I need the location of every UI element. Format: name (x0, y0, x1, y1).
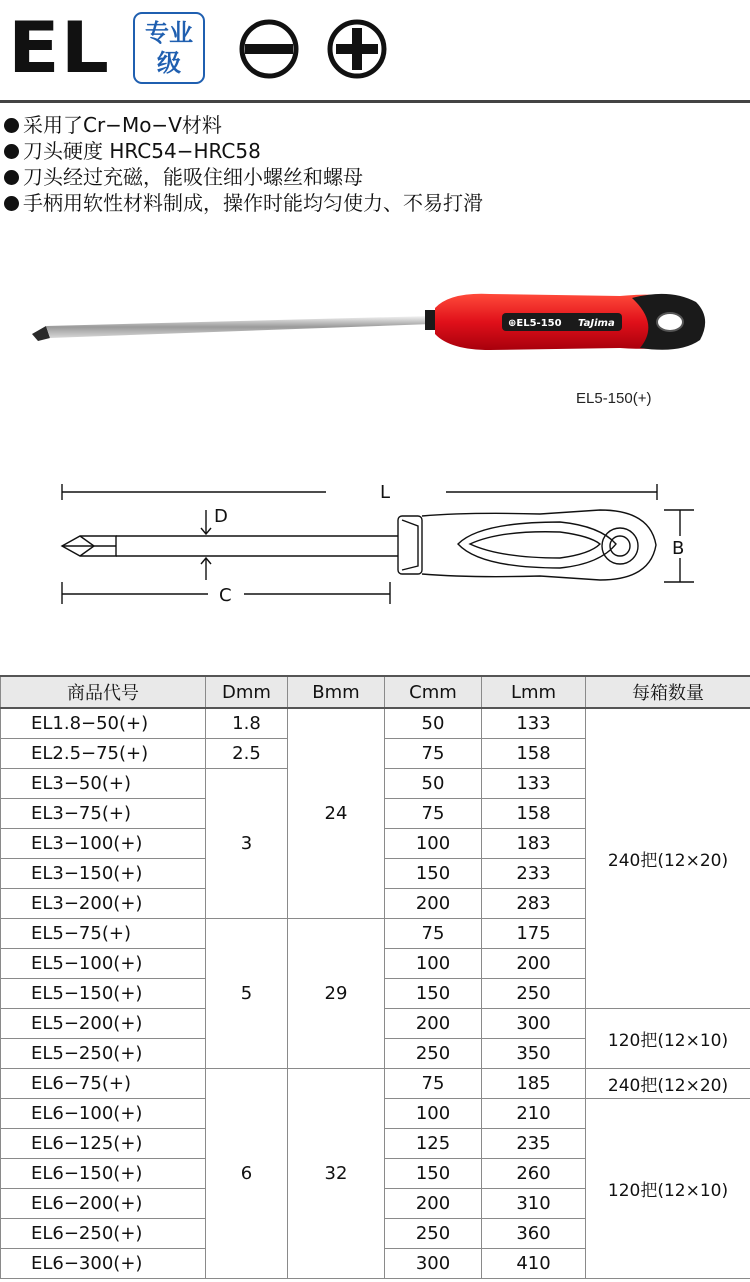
brand-print-text: TaJima (578, 318, 615, 329)
quantity-cell: 240把(12×20) (586, 1069, 750, 1099)
bullet-icon (4, 144, 19, 159)
model-cell: EL1.8−50(+) (1, 708, 206, 739)
model-cell: EL6−200(+) (1, 1189, 206, 1219)
model-cell: EL5−100(+) (1, 949, 206, 979)
d-cell: 2.5 (206, 739, 288, 769)
l-cell: 185 (482, 1069, 586, 1099)
bullet-icon (4, 196, 19, 211)
column-header-c: Cmm (385, 676, 482, 708)
series-title: EL (8, 7, 110, 89)
model-cell: EL6−100(+) (1, 1099, 206, 1129)
product-photo (20, 278, 720, 378)
b-cell: 24 (288, 708, 385, 919)
dimension-label-B: B (672, 538, 685, 559)
column-header-b: Bmm (288, 676, 385, 708)
l-cell: 250 (482, 979, 586, 1009)
table-header-row (1, 676, 750, 708)
c-cell: 125 (385, 1129, 482, 1159)
d-cell: 3 (206, 769, 288, 919)
quantity-cell: 120把(12×10) (586, 1009, 750, 1069)
l-cell: 200 (482, 949, 586, 979)
l-cell: 158 (482, 799, 586, 829)
feature-list (4, 112, 483, 216)
hang-hole (657, 313, 683, 331)
l-cell: 283 (482, 889, 586, 919)
c-cell: 150 (385, 1159, 482, 1189)
c-cell: 50 (385, 769, 482, 799)
table-row (1, 708, 750, 739)
column-header-l: Lmm (482, 676, 586, 708)
column-header-d: Dmm (206, 676, 288, 708)
l-cell: 133 (482, 708, 586, 739)
c-cell: 200 (385, 1189, 482, 1219)
d-cell: 5 (206, 919, 288, 1069)
slotted-tip-icon (238, 18, 300, 80)
model-cell: EL5−250(+) (1, 1039, 206, 1069)
l-cell: 350 (482, 1039, 586, 1069)
c-cell: 100 (385, 949, 482, 979)
column-header-model: 商品代号 (1, 676, 206, 708)
c-cell: 50 (385, 708, 482, 739)
l-cell: 360 (482, 1219, 586, 1249)
model-cell: EL3−100(+) (1, 829, 206, 859)
c-cell: 100 (385, 1099, 482, 1129)
c-cell: 75 (385, 1069, 482, 1099)
l-cell: 158 (482, 739, 586, 769)
quantity-cell: 240把(12×20) (586, 708, 750, 1009)
l-cell: 175 (482, 919, 586, 949)
feature-item (4, 164, 483, 190)
model-cell: EL6−300(+) (1, 1249, 206, 1279)
l-cell: 310 (482, 1189, 586, 1219)
c-cell: 200 (385, 1009, 482, 1039)
feature-text: 刀头硬度 HRC54−HRC58 (23, 139, 261, 163)
feature-item (4, 138, 483, 164)
l-cell: 410 (482, 1249, 586, 1279)
model-cell: EL3−150(+) (1, 859, 206, 889)
l-cell: 133 (482, 769, 586, 799)
badge-line-2: 级 (157, 49, 181, 77)
feature-text: 手柄用软性材料制成，操作时能均匀使力、不易打滑 (23, 191, 483, 215)
l-cell: 300 (482, 1009, 586, 1039)
l-cell: 210 (482, 1099, 586, 1129)
model-cell: EL3−200(+) (1, 889, 206, 919)
model-cell: EL6−75(+) (1, 1069, 206, 1099)
c-cell: 300 (385, 1249, 482, 1279)
l-cell: 235 (482, 1129, 586, 1159)
c-cell: 250 (385, 1219, 482, 1249)
photo-caption: EL5-150(+) (576, 390, 652, 407)
model-cell: EL5−150(+) (1, 979, 206, 1009)
bullet-icon (4, 170, 19, 185)
l-cell: 233 (482, 859, 586, 889)
header (0, 0, 750, 100)
bullet-icon (4, 118, 19, 133)
dimension-label-D: D (214, 506, 228, 527)
l-cell: 183 (482, 829, 586, 859)
quantity-cell: 120把(12×10) (586, 1099, 750, 1279)
dimension-drawing (0, 470, 750, 620)
model-cell: EL2.5−75(+) (1, 739, 206, 769)
dimension-label-L: L (380, 482, 391, 503)
c-cell: 75 (385, 919, 482, 949)
shaft-shape (46, 316, 432, 338)
feature-text: 刀头经过充磁，能吸住细小螺丝和螺母 (23, 165, 363, 189)
badge-line-1: 专业 (145, 19, 193, 47)
header-divider (0, 100, 750, 103)
model-cell: EL6−250(+) (1, 1219, 206, 1249)
professional-grade-badge (133, 12, 205, 84)
feature-text: 采用了Cr−Mo−V材料 (23, 113, 222, 137)
model-cell: EL5−200(+) (1, 1009, 206, 1039)
model-cell: EL6−150(+) (1, 1159, 206, 1189)
c-cell: 200 (385, 889, 482, 919)
model-cell: EL3−75(+) (1, 799, 206, 829)
c-cell: 75 (385, 739, 482, 769)
model-cell: EL5−75(+) (1, 919, 206, 949)
phillips-tip-icon (326, 18, 388, 80)
b-cell: 32 (288, 1069, 385, 1279)
column-header-quantity: 每箱数量 (586, 676, 750, 708)
c-cell: 150 (385, 859, 482, 889)
model-cell: EL6−125(+) (1, 1129, 206, 1159)
handle-print-text: ⊕EL5-150 (508, 318, 562, 329)
c-cell: 250 (385, 1039, 482, 1069)
d-cell: 1.8 (206, 708, 288, 739)
b-cell: 29 (288, 919, 385, 1069)
c-cell: 75 (385, 799, 482, 829)
feature-item (4, 190, 483, 216)
table-row (1, 1069, 750, 1099)
d-cell: 6 (206, 1069, 288, 1279)
c-cell: 150 (385, 979, 482, 1009)
model-cell: EL3−50(+) (1, 769, 206, 799)
c-cell: 100 (385, 829, 482, 859)
spec-table (0, 675, 750, 1279)
feature-item (4, 112, 483, 138)
l-cell: 260 (482, 1159, 586, 1189)
dimension-label-C: C (219, 585, 232, 606)
